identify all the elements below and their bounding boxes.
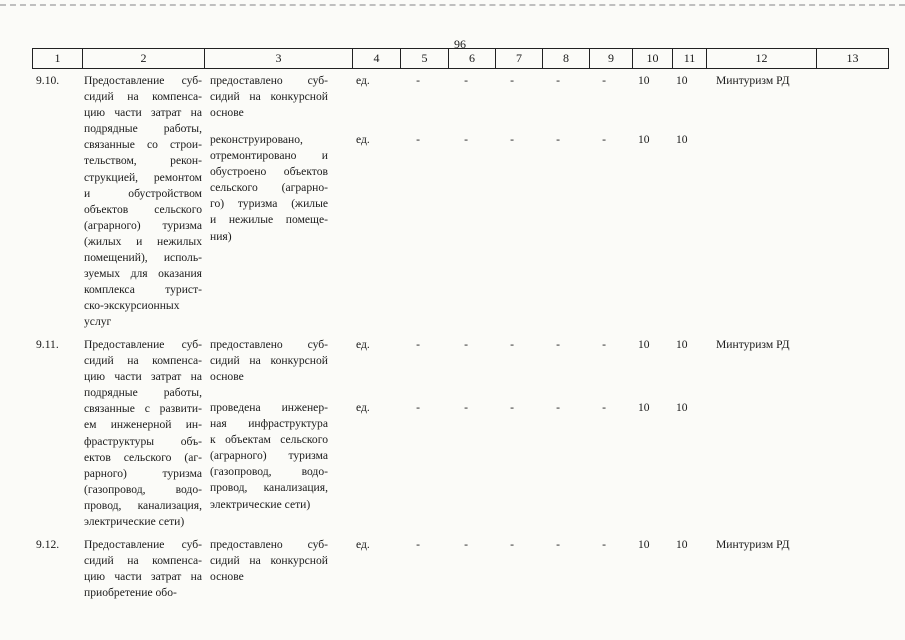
value-cell-c11: 10 <box>676 338 688 351</box>
description-line: Предоставление суб- <box>84 338 202 351</box>
value-cell-c10: 10 <box>638 133 650 146</box>
header-col-6: 6 <box>449 49 496 68</box>
description-line: цию части затрат на <box>84 106 202 120</box>
value-cell-c5: - <box>416 401 420 414</box>
value-cell-c5: - <box>416 338 420 351</box>
value-cell-c6: - <box>464 74 468 87</box>
description-line: цию части затрат на <box>84 570 202 584</box>
indicator-line: сельского (аграрно- <box>210 181 328 195</box>
indicator-text <box>210 132 328 245</box>
header-col-13: 13 <box>846 51 859 65</box>
description-line: ектов сельского (аг- <box>84 450 202 464</box>
value-cell-c11: 10 <box>676 538 688 551</box>
description-line: связанные с развити- <box>84 402 202 416</box>
indicator-line: предоставлено суб- <box>210 74 328 87</box>
description-line: объектов сельского <box>84 202 202 216</box>
indicator-line: предоставлено суб- <box>210 538 328 551</box>
header-col-2: 2 <box>83 49 205 68</box>
indicator-line: ная инфраструктура <box>210 417 328 431</box>
table-header-row <box>32 48 889 69</box>
description-line: приобретение обо- <box>84 586 177 600</box>
indicator-text <box>210 400 328 513</box>
indicator-line: (газопровод, водо- <box>210 465 328 479</box>
description-line: зуемых для оказания <box>84 267 202 281</box>
value-cell-c9: - <box>602 538 606 551</box>
value-cell-c7: - <box>510 133 514 146</box>
value-cell-c6: - <box>464 133 468 146</box>
header-col-3: 3 <box>205 49 353 68</box>
value-cell-c6: - <box>464 338 468 351</box>
indicator-line: основе <box>210 106 244 120</box>
value-cell-c10: 10 <box>638 338 650 351</box>
indicator-line: к объектам сельского <box>210 433 328 447</box>
indicator-line: ния) <box>210 229 232 243</box>
indicator-text <box>210 337 328 385</box>
description-line: сидий на компенса- <box>84 90 202 104</box>
description-line: Предоставление суб- <box>84 538 202 551</box>
header-col-10: 10 <box>633 49 673 68</box>
description-line: рарного) туризма <box>84 466 202 480</box>
description-line: провод, канализация, <box>84 498 202 512</box>
value-cell-c9: - <box>602 338 606 351</box>
value-cell-c6: - <box>464 401 468 414</box>
description-line: комплекса турист- <box>84 283 202 297</box>
unit-cell: ед. <box>356 401 370 414</box>
header-col-12: 12 <box>707 49 817 68</box>
indicator-line: провод, канализация, <box>210 481 328 495</box>
value-cell-c6: - <box>464 538 468 551</box>
description-line: (жилых и нежилых <box>84 234 202 248</box>
indicator-line: сидий на конкурсной <box>210 90 328 104</box>
description-line: подрядные работы, <box>84 122 202 136</box>
indicator-line: (аграрного) туризма <box>210 449 328 463</box>
header-col-11: 11 <box>673 49 707 68</box>
description-line: и обустройством <box>84 186 202 200</box>
description-line: струкцией, ремонтом <box>84 170 202 184</box>
indicator-line: проведена инженер- <box>210 401 328 414</box>
value-cell-c7: - <box>510 401 514 414</box>
value-cell-c9: - <box>602 401 606 414</box>
header-col-1: 1 <box>33 49 83 68</box>
row-number: 9.10. <box>36 74 60 87</box>
header-col-7: 7 <box>496 49 543 68</box>
row-description <box>84 337 202 530</box>
scan-top-edge <box>0 4 905 6</box>
value-cell-c7: - <box>510 538 514 551</box>
value-cell-c11: 10 <box>676 74 688 87</box>
value-cell-c8: - <box>556 133 560 146</box>
description-line: Предоставление суб- <box>84 74 202 87</box>
unit-cell: ед. <box>356 133 370 146</box>
indicator-line: сидий на конкурсной <box>210 354 328 368</box>
indicator-line: предоставлено суб- <box>210 338 328 351</box>
description-line: услуг <box>84 315 112 329</box>
value-cell-c7: - <box>510 74 514 87</box>
description-line: сидий на компенса- <box>84 354 202 368</box>
indicator-line: сидий на конкурсной <box>210 554 328 568</box>
indicator-text <box>210 537 328 585</box>
value-cell-c8: - <box>556 74 560 87</box>
value-cell-c10: 10 <box>638 74 650 87</box>
value-cell-c9: - <box>602 74 606 87</box>
row-description <box>84 73 202 331</box>
description-line: подрядные работы, <box>84 386 202 400</box>
value-cell-c8: - <box>556 338 560 351</box>
value-cell-c7: - <box>510 338 514 351</box>
executor-cell: Минтуризм РД <box>716 74 790 87</box>
indicator-line: и нежилые помеще- <box>210 213 328 227</box>
description-line: сидий на компенса- <box>84 554 202 568</box>
description-line: электрические сети) <box>84 515 185 529</box>
description-line: фраструктуры объ- <box>84 434 202 448</box>
indicator-line: обустроено объектов <box>210 165 328 179</box>
value-cell-c8: - <box>556 538 560 551</box>
executor-cell: Минтуризм РД <box>716 538 790 551</box>
description-line: ем инженерной ин- <box>84 418 202 432</box>
description-line: тельством, рекон- <box>84 154 202 168</box>
indicator-line: отремонтировано и <box>210 149 328 163</box>
header-col-4: 4 <box>353 49 401 68</box>
indicator-line: основе <box>210 570 244 584</box>
indicator-line: го) туризма (жилые <box>210 197 328 211</box>
value-cell-c9: - <box>602 133 606 146</box>
value-cell-c10: 10 <box>638 538 650 551</box>
indicator-line: электрические сети) <box>210 497 311 511</box>
header-col-9: 9 <box>590 49 633 68</box>
value-cell-c11: 10 <box>676 133 688 146</box>
page-number: 96 <box>454 37 466 51</box>
value-cell-c5: - <box>416 74 420 87</box>
executor-cell: Минтуризм РД <box>716 338 790 351</box>
header-col-5: 5 <box>401 49 449 68</box>
value-cell-c5: - <box>416 133 420 146</box>
description-line: помещений), исполь- <box>84 251 202 265</box>
unit-cell: ед. <box>356 74 370 87</box>
description-line: связанные со строи- <box>84 138 202 152</box>
row-number: 9.11. <box>36 338 59 351</box>
value-cell-c5: - <box>416 538 420 551</box>
value-cell-c11: 10 <box>676 401 688 414</box>
unit-cell: ед. <box>356 338 370 351</box>
description-line: ско-экскурсионных <box>84 299 180 313</box>
description-line: цию части затрат на <box>84 370 202 384</box>
indicator-text <box>210 73 328 121</box>
description-line: (аграрного) туризма <box>84 218 202 232</box>
header-col-8: 8 <box>543 49 590 68</box>
indicator-line: основе <box>210 370 244 384</box>
value-cell-c8: - <box>556 401 560 414</box>
indicator-line: реконструировано, <box>210 133 303 146</box>
unit-cell: ед. <box>356 538 370 551</box>
description-line: (газопровод, водо- <box>84 482 202 496</box>
value-cell-c10: 10 <box>638 401 650 414</box>
row-number: 9.12. <box>36 538 60 551</box>
row-description <box>84 537 202 601</box>
